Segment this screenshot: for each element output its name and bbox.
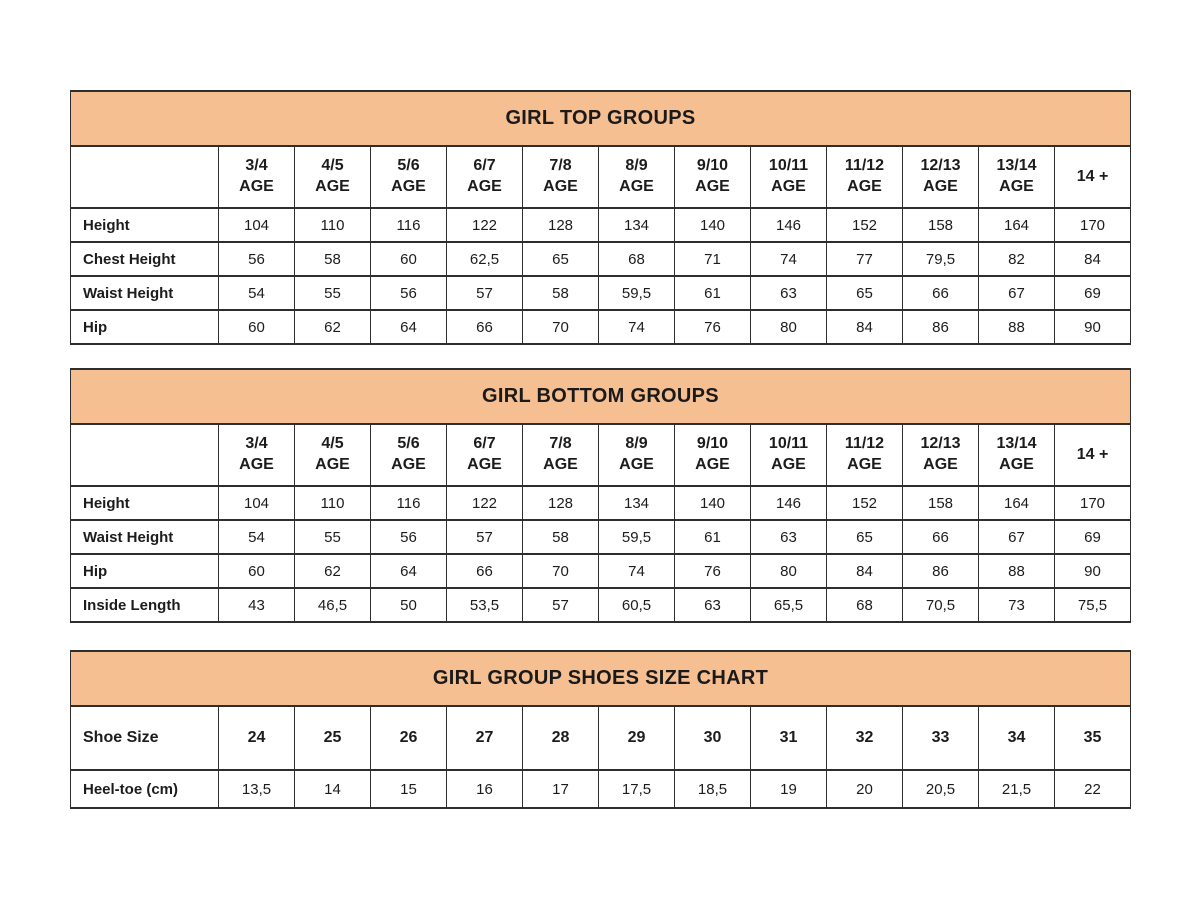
table-cell: 66 <box>903 520 979 554</box>
table-cell: 164 <box>979 208 1055 242</box>
table-cell: 74 <box>599 554 675 588</box>
table-cell: 25 <box>295 706 371 770</box>
table-cell: 128 <box>523 208 599 242</box>
row-label: Chest Height <box>71 242 219 276</box>
table-cell: 77 <box>827 242 903 276</box>
table-cell: 58 <box>523 276 599 310</box>
column-header <box>675 146 751 208</box>
table-row <box>71 208 1131 242</box>
column-header-line: AGE <box>543 456 578 473</box>
table-title-row <box>71 369 1131 424</box>
table-cell: 56 <box>371 276 447 310</box>
row-label: Waist Height <box>71 520 219 554</box>
table-cell: 88 <box>979 310 1055 344</box>
row-label: Height <box>71 486 219 520</box>
table-cell: 74 <box>599 310 675 344</box>
table-cell: 24 <box>219 706 295 770</box>
table-row <box>71 276 1131 310</box>
column-header-line: 3/4 <box>245 435 268 453</box>
column-header-line: AGE <box>619 456 654 473</box>
column-header-line: 7/8 <box>549 435 572 453</box>
table-cell: 69 <box>1055 276 1131 310</box>
table-cell: 70 <box>523 554 599 588</box>
table-cell: 75,5 <box>1055 588 1131 622</box>
table-cell: 62,5 <box>447 242 523 276</box>
table-girl-top-groups <box>70 90 1131 345</box>
table-cell: 34 <box>979 706 1055 770</box>
table-row <box>71 310 1131 344</box>
column-header <box>447 424 523 486</box>
column-header-line: 5/6 <box>397 157 420 175</box>
table-cell: 26 <box>371 706 447 770</box>
table-cell: 84 <box>827 554 903 588</box>
table-cell: 50 <box>371 588 447 622</box>
table-cell: 90 <box>1055 554 1131 588</box>
column-header-line: AGE <box>467 178 502 195</box>
table-cell: 14 <box>295 770 371 808</box>
table-cell: 63 <box>751 520 827 554</box>
column-header-line: AGE <box>315 178 350 195</box>
table-cell: 70 <box>523 310 599 344</box>
table-cell: 60 <box>219 554 295 588</box>
table-cell: 60,5 <box>599 588 675 622</box>
column-header-row <box>71 146 1131 208</box>
table-girl-shoes-size-chart <box>70 650 1131 809</box>
table-cell: 63 <box>675 588 751 622</box>
column-header-line: 7/8 <box>549 157 572 175</box>
column-header-line: 8/9 <box>625 435 648 453</box>
column-header <box>827 424 903 486</box>
table-title-row <box>71 651 1131 706</box>
column-header-line: AGE <box>923 178 958 195</box>
table-cell: 84 <box>1055 242 1131 276</box>
table-row <box>71 706 1131 770</box>
column-header <box>295 424 371 486</box>
table-cell: 46,5 <box>295 588 371 622</box>
table-cell: 116 <box>371 208 447 242</box>
girl-bottom-groups-table <box>70 368 1131 623</box>
table-cell: 27 <box>447 706 523 770</box>
table-cell: 63 <box>751 276 827 310</box>
table-row <box>71 588 1131 622</box>
table-cell: 76 <box>675 310 751 344</box>
column-header-line: 6/7 <box>473 435 496 453</box>
table-cell: 21,5 <box>979 770 1055 808</box>
column-header-line: 14 + <box>1076 445 1109 463</box>
table-cell: 29 <box>599 706 675 770</box>
column-header-line: 5/6 <box>397 435 420 453</box>
table-cell: 62 <box>295 554 371 588</box>
table-cell: 64 <box>371 310 447 344</box>
column-header <box>219 424 295 486</box>
table-title: GIRL BOTTOM GROUPS <box>71 369 1131 424</box>
table-cell: 76 <box>675 554 751 588</box>
table-cell: 84 <box>827 310 903 344</box>
table-cell: 66 <box>447 310 523 344</box>
column-header-line: AGE <box>543 178 578 195</box>
row-label: Waist Height <box>71 276 219 310</box>
table-cell: 17,5 <box>599 770 675 808</box>
table-cell: 64 <box>371 554 447 588</box>
table-cell: 20 <box>827 770 903 808</box>
column-header-line: AGE <box>847 178 882 195</box>
column-header <box>979 424 1055 486</box>
table-cell: 22 <box>1055 770 1131 808</box>
table-cell: 80 <box>751 310 827 344</box>
table-girl-bottom-groups <box>70 368 1131 623</box>
table-cell: 57 <box>523 588 599 622</box>
table-cell: 88 <box>979 554 1055 588</box>
table-cell: 60 <box>371 242 447 276</box>
table-cell: 65 <box>827 520 903 554</box>
table-cell: 17 <box>523 770 599 808</box>
column-header <box>599 146 675 208</box>
column-header-line: 13/14 <box>996 157 1037 175</box>
table-cell: 33 <box>903 706 979 770</box>
table-cell: 57 <box>447 276 523 310</box>
table-row <box>71 554 1131 588</box>
row-label: Hip <box>71 554 219 588</box>
table-cell: 20,5 <box>903 770 979 808</box>
table-cell: 104 <box>219 208 295 242</box>
table-cell: 122 <box>447 486 523 520</box>
column-header <box>371 146 447 208</box>
column-header <box>219 146 295 208</box>
table-row <box>71 242 1131 276</box>
column-header-line: 13/14 <box>996 435 1037 453</box>
column-header-line: 10/11 <box>768 157 809 175</box>
table-title: GIRL GROUP SHOES SIZE CHART <box>71 651 1131 706</box>
table-cell: 164 <box>979 486 1055 520</box>
table-cell: 146 <box>751 208 827 242</box>
column-header-line: 10/11 <box>768 435 809 453</box>
table-cell: 61 <box>675 520 751 554</box>
table-cell: 122 <box>447 208 523 242</box>
column-header <box>903 424 979 486</box>
column-header-line: AGE <box>239 178 274 195</box>
table-cell: 79,5 <box>903 242 979 276</box>
column-header-line: 12/13 <box>920 157 961 175</box>
table-cell: 134 <box>599 486 675 520</box>
table-cell: 43 <box>219 588 295 622</box>
table-cell: 62 <box>295 310 371 344</box>
column-header <box>827 146 903 208</box>
column-header-line: 3/4 <box>245 157 268 175</box>
column-header-line: AGE <box>315 456 350 473</box>
corner-cell <box>71 424 219 486</box>
column-header-line: AGE <box>619 178 654 195</box>
column-header-line: AGE <box>999 178 1034 195</box>
girl-top-groups-table <box>70 90 1131 345</box>
column-header <box>1055 424 1131 486</box>
table-cell: 116 <box>371 486 447 520</box>
table-cell: 140 <box>675 208 751 242</box>
table-cell: 28 <box>523 706 599 770</box>
table-cell: 110 <box>295 486 371 520</box>
table-cell: 158 <box>903 208 979 242</box>
table-cell: 55 <box>295 520 371 554</box>
table-cell: 16 <box>447 770 523 808</box>
column-header <box>371 424 447 486</box>
table-cell: 53,5 <box>447 588 523 622</box>
table-cell: 69 <box>1055 520 1131 554</box>
table-cell: 56 <box>371 520 447 554</box>
column-header-line: 9/10 <box>696 157 729 175</box>
table-cell: 82 <box>979 242 1055 276</box>
table-cell: 54 <box>219 520 295 554</box>
column-header-line: AGE <box>467 456 502 473</box>
table-cell: 146 <box>751 486 827 520</box>
table-cell: 66 <box>447 554 523 588</box>
column-header-line: 8/9 <box>625 157 648 175</box>
column-header-line: AGE <box>239 456 274 473</box>
table-cell: 134 <box>599 208 675 242</box>
table-cell: 110 <box>295 208 371 242</box>
table-cell: 67 <box>979 520 1055 554</box>
column-header <box>751 146 827 208</box>
table-cell: 66 <box>903 276 979 310</box>
table-cell: 170 <box>1055 208 1131 242</box>
column-header-line: AGE <box>771 456 806 473</box>
table-cell: 71 <box>675 242 751 276</box>
table-cell: 65 <box>523 242 599 276</box>
column-header <box>675 424 751 486</box>
table-cell: 59,5 <box>599 520 675 554</box>
row-label: Height <box>71 208 219 242</box>
column-header-line: AGE <box>923 456 958 473</box>
table-cell: 35 <box>1055 706 1131 770</box>
table-cell: 57 <box>447 520 523 554</box>
table-cell: 67 <box>979 276 1055 310</box>
row-label: Heel-toe (cm) <box>71 770 219 808</box>
column-header-line: AGE <box>391 178 426 195</box>
table-cell: 70,5 <box>903 588 979 622</box>
column-header-line: AGE <box>847 456 882 473</box>
table-cell: 152 <box>827 208 903 242</box>
row-label: Shoe Size <box>71 706 219 770</box>
table-cell: 65 <box>827 276 903 310</box>
table-cell: 13,5 <box>219 770 295 808</box>
column-header-line: AGE <box>391 456 426 473</box>
column-header-line: 9/10 <box>696 435 729 453</box>
column-header <box>599 424 675 486</box>
table-cell: 73 <box>979 588 1055 622</box>
table-cell: 90 <box>1055 310 1131 344</box>
table-row <box>71 486 1131 520</box>
column-header-line: AGE <box>695 178 730 195</box>
column-header-line: AGE <box>999 456 1034 473</box>
table-row <box>71 520 1131 554</box>
table-cell: 74 <box>751 242 827 276</box>
table-cell: 152 <box>827 486 903 520</box>
table-cell: 32 <box>827 706 903 770</box>
column-header <box>1055 146 1131 208</box>
table-cell: 54 <box>219 276 295 310</box>
table-cell: 140 <box>675 486 751 520</box>
row-label: Hip <box>71 310 219 344</box>
table-title: GIRL TOP GROUPS <box>71 91 1131 146</box>
table-cell: 128 <box>523 486 599 520</box>
table-cell: 61 <box>675 276 751 310</box>
table-title-row <box>71 91 1131 146</box>
table-cell: 68 <box>827 588 903 622</box>
column-header-line: 4/5 <box>321 435 344 453</box>
column-header <box>751 424 827 486</box>
table-cell: 58 <box>523 520 599 554</box>
column-header <box>295 146 371 208</box>
column-header-line: 11/12 <box>844 157 885 175</box>
table-cell: 60 <box>219 310 295 344</box>
column-header <box>979 146 1055 208</box>
column-header <box>523 146 599 208</box>
table-cell: 55 <box>295 276 371 310</box>
table-cell: 65,5 <box>751 588 827 622</box>
table-cell: 68 <box>599 242 675 276</box>
girl-shoes-size-table <box>70 650 1131 809</box>
table-cell: 158 <box>903 486 979 520</box>
table-cell: 59,5 <box>599 276 675 310</box>
column-header-line: 11/12 <box>844 435 885 453</box>
table-cell: 56 <box>219 242 295 276</box>
table-cell: 19 <box>751 770 827 808</box>
row-label: Inside Length <box>71 588 219 622</box>
column-header <box>523 424 599 486</box>
corner-cell <box>71 146 219 208</box>
table-cell: 80 <box>751 554 827 588</box>
table-cell: 18,5 <box>675 770 751 808</box>
table-cell: 15 <box>371 770 447 808</box>
table-cell: 104 <box>219 486 295 520</box>
table-row <box>71 770 1131 808</box>
table-cell: 31 <box>751 706 827 770</box>
column-header <box>447 146 523 208</box>
column-header-line: AGE <box>695 456 730 473</box>
column-header-line: 6/7 <box>473 157 496 175</box>
table-cell: 30 <box>675 706 751 770</box>
column-header-row <box>71 424 1131 486</box>
column-header-line: 4/5 <box>321 157 344 175</box>
table-cell: 86 <box>903 310 979 344</box>
column-header-line: AGE <box>771 178 806 195</box>
table-cell: 86 <box>903 554 979 588</box>
column-header-line: 14 + <box>1076 167 1109 185</box>
table-cell: 170 <box>1055 486 1131 520</box>
column-header-line: 12/13 <box>920 435 961 453</box>
table-cell: 58 <box>295 242 371 276</box>
column-header <box>903 146 979 208</box>
